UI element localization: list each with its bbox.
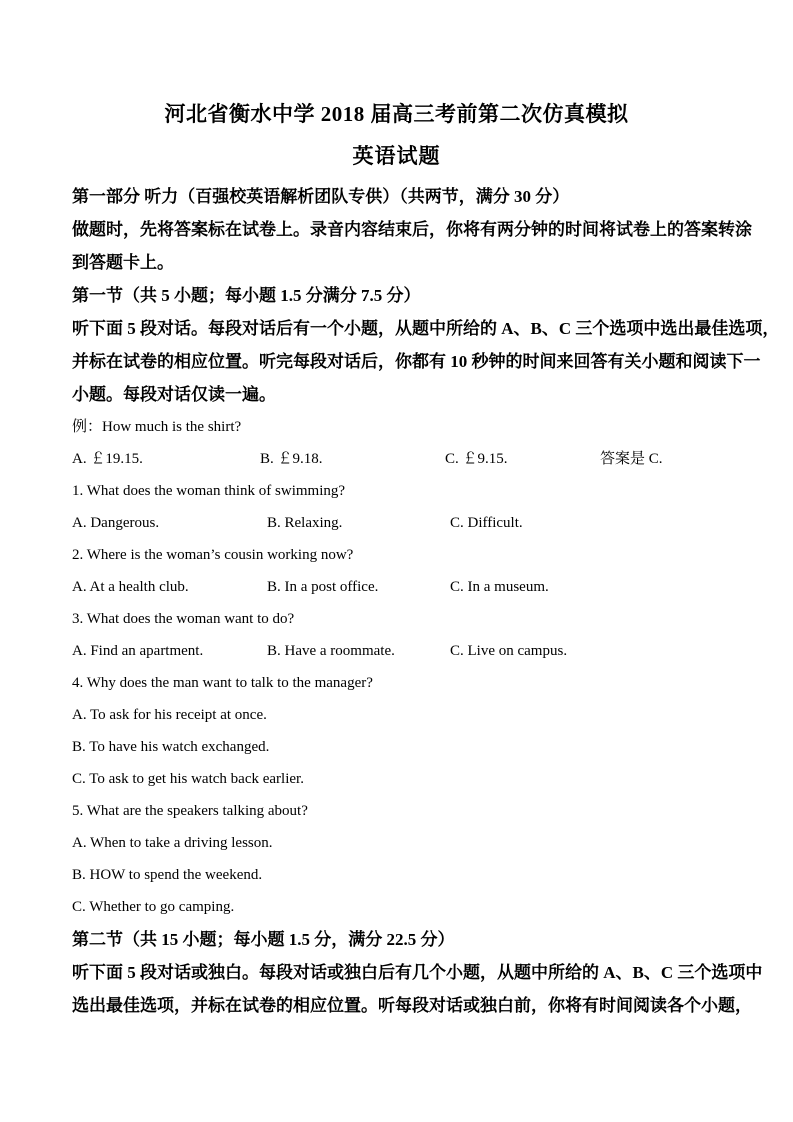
question-5-option-a: A. When to take a driving lesson. (72, 835, 273, 851)
question-3-options-row (72, 635, 721, 667)
question-4-option-a: A. To ask for his receipt at once. (72, 707, 267, 723)
part1-instructions-line-2: 到答题卡上。 (72, 253, 174, 272)
question-4-text: 4. Why does the man want to talk to the manager? (72, 675, 373, 691)
question-4-option-c: C. To ask to get his watch back earlier. (72, 771, 304, 787)
example-option-b: B. ￡9.18. (260, 451, 323, 467)
section1-heading: 第一节（共 5 小题；每小题 1.5 分满分 7.5 分） (72, 286, 421, 305)
question-5-option-b: B. HOW to spend the weekend. (72, 867, 263, 883)
section1-instructions-line-1: 听下面 5 段对话。每段对话后有一个小题，从题中所给的 A、B、C 三个选项中选出最佳选项， (72, 319, 780, 338)
section2-block (72, 923, 763, 1022)
section1-instructions-line-3: 小题。每段对话仅读一遍。 (72, 385, 276, 404)
section2-instructions-line-1: 听下面 5 段对话或独白。每段对话或独白后有几个小题，从题中所给的 A、B、C 三个选项中 (72, 963, 763, 982)
part1-block (72, 180, 780, 411)
listening-questions-block (72, 411, 721, 923)
question-2-option-c: C. In a museum. (450, 579, 549, 595)
question-2-option-b: B. In a post office. (267, 579, 379, 595)
question-4-option-b: B. To have his watch exchanged. (72, 739, 270, 755)
part1-instructions-line-1: 做题时，先将答案标在试卷上。录音内容结束后，你将有两分钟的时间将试卷上的答案转涂 (72, 220, 752, 239)
question-2-option-a: A. At a health club. (72, 579, 189, 595)
example-option-a: A. ￡19.15. (72, 451, 143, 467)
question-5-text: 5. What are the speakers talking about? (72, 803, 308, 819)
question-3-text: 3. What does the woman want to do? (72, 611, 295, 627)
question-1-option-a: A. Dangerous. (72, 515, 160, 531)
exam-title: 河北省衡水中学 2018 届高三考前第二次仿真模拟 (164, 102, 629, 126)
question-3-option-b: B. Have a roommate. (267, 643, 395, 659)
question-3-option-c: C. Live on campus. (450, 643, 568, 659)
question-1-option-c: C. Difficult. (450, 515, 523, 531)
question-3-option-a: A. Find an apartment. (72, 643, 204, 659)
question-2-options-row (72, 571, 721, 603)
example-question: 例：How much is the shirt? (72, 419, 242, 435)
question-5-option-c: C. Whether to go camping. (72, 899, 235, 915)
example-options-row (72, 443, 721, 475)
part1-heading: 第一部分 听力（百强校英语解析团队专供）（共两节，满分 30 分） (72, 187, 570, 206)
question-2-text: 2. Where is the woman’s cousin working now? (72, 547, 354, 563)
section2-instructions-line-2: 选出最佳选项，并标在试卷的相应位置。听每段对话或独白前，你将有时间阅读各个小题， (72, 996, 752, 1015)
section2-heading: 第二节（共 15 小题；每小题 1.5 分，满分 22.5 分） (72, 930, 455, 949)
example-answer-note: 答案是 C. (600, 451, 663, 467)
section1-instructions-line-2: 并标在试卷的相应位置。听完每段对话后，你都有 10 秒钟的时间来回答有关小题和阅读下一 (72, 352, 761, 371)
question-1-option-b: B. Relaxing. (267, 515, 343, 531)
question-1-text: 1. What does the woman think of swimming? (72, 483, 346, 499)
exam-subtitle: 英语试题 (352, 144, 441, 168)
example-option-c: C. ￡9.15. (445, 451, 508, 467)
question-1-options-row (72, 507, 721, 539)
